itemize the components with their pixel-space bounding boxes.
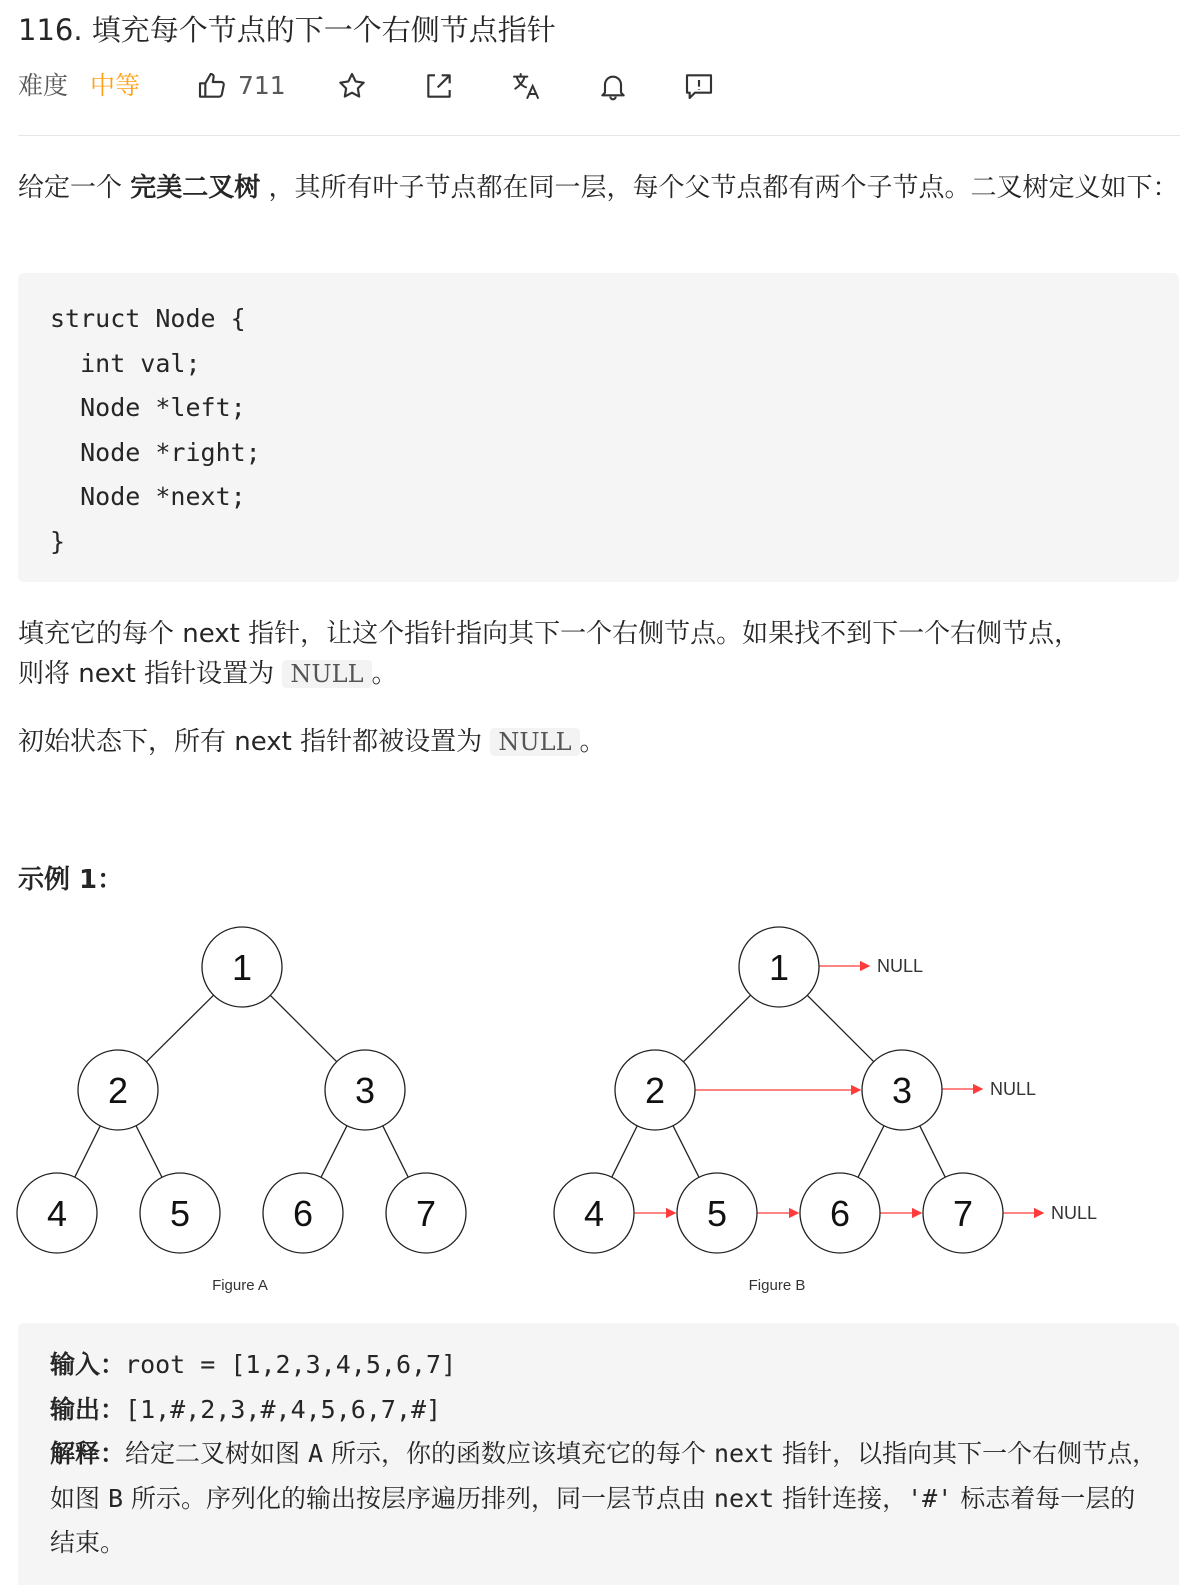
bell-icon[interactable]: [597, 70, 629, 102]
explain-next-2: next: [713, 1483, 775, 1513]
node-label: 3: [354, 1070, 376, 1111]
translate-icon[interactable]: [510, 70, 542, 102]
figure-a-edge: [146, 995, 213, 1062]
example-title: 示例 1：: [18, 865, 124, 895]
figure-a-edge: [383, 1126, 408, 1177]
node-label: 5: [706, 1193, 728, 1234]
node-label: 1: [768, 947, 790, 988]
null-label: NULL: [990, 1079, 1037, 1099]
null-inline-code-2: NULL: [490, 728, 579, 756]
node-label: 2: [644, 1070, 666, 1111]
figure-a-node-1: [202, 927, 282, 1007]
figure-b-node-3: [862, 1050, 942, 1130]
explain-label: 解释：: [50, 1439, 126, 1468]
difficulty-badge: 中等: [90, 71, 141, 100]
figure-b-node-4: [554, 1173, 634, 1253]
figure-a-node-6: [263, 1173, 343, 1253]
node-label: 5: [169, 1193, 191, 1234]
struct-code-lines: [50, 297, 261, 564]
output-label: 输出：: [50, 1394, 126, 1424]
null-inline-code: NULL: [282, 660, 371, 688]
struct-code-line: struct Node {: [50, 304, 246, 333]
node-label: 6: [829, 1193, 851, 1234]
p2-period: 。: [371, 659, 398, 689]
feedback-icon[interactable]: [683, 70, 715, 102]
figure-b-node-7: [923, 1173, 1003, 1253]
p1-text-end: ，其所有叶子节点都在同一层，每个父节点都有两个子节点。二叉树定义如下：: [260, 173, 1179, 203]
explain-text-2: 所示，你的函数应该填充它的每个: [323, 1439, 714, 1468]
explain-text-4: 所示。序列化的输出按层序遍历排列，同一层节点由: [123, 1483, 714, 1513]
figure-b-edge: [683, 995, 750, 1062]
figure-b-edge: [858, 1126, 884, 1178]
header-divider: [18, 135, 1180, 136]
struct-code-line: Node *left;: [50, 393, 246, 422]
node-label: 1: [231, 947, 253, 988]
struct-code-line: int val;: [50, 348, 201, 378]
figure-a-node-5: [140, 1173, 220, 1253]
explain-text-1: 给定二叉树如图: [125, 1439, 308, 1468]
description-paragraph-1: [18, 168, 1180, 208]
p3-text: 初始状态下，所有 next 指针都被设置为: [18, 727, 491, 757]
figure-a-caption: Figure A: [212, 1277, 268, 1294]
null-label: NULL: [1051, 1203, 1098, 1223]
struct-code-block: [18, 273, 1179, 582]
explain-next-1: next: [713, 1439, 775, 1468]
figure-a-edge: [270, 995, 336, 1061]
explanation: [50, 1432, 1160, 1566]
problem-meta-bar: [18, 64, 778, 108]
share-icon[interactable]: [423, 70, 455, 102]
figure-a-node-7: [386, 1173, 466, 1253]
explain-text-5: 指针连接，: [774, 1483, 908, 1513]
figure-b-edge: [673, 1126, 699, 1178]
figure-a-edge: [136, 1126, 162, 1178]
struct-code-line: Node *right;: [50, 437, 261, 467]
figure-b-caption: Figure B: [748, 1277, 806, 1294]
figure-b-node-2: [615, 1050, 695, 1130]
problem-title: 116. 填充每个节点的下一个右侧节点指针: [18, 13, 556, 47]
explain-figure-b: B: [107, 1483, 124, 1513]
p2-line-2: [18, 654, 1180, 694]
node-label: 4: [583, 1193, 605, 1234]
explain-text-6: 标志着每一层的结束。: [50, 1483, 1136, 1557]
node-label: 4: [46, 1193, 68, 1234]
output-value: [1,#,2,3,#,4,5,6,7,#]: [125, 1394, 442, 1424]
explain-text-3: 指针，以指向其下一个右侧节点，如图: [50, 1439, 1158, 1513]
node-label: 7: [415, 1193, 437, 1234]
thumbs-up-icon[interactable]: [196, 70, 228, 102]
input-label: 输入：: [50, 1350, 126, 1379]
description-paragraph-3: [18, 722, 1180, 762]
description-paragraph-2: [18, 614, 1180, 694]
figure-a-node-4: [17, 1173, 97, 1253]
p3-period: 。: [579, 727, 606, 757]
p1-text-start: 给定一个: [18, 173, 131, 203]
figure-b-node-5: [677, 1173, 757, 1253]
figure-b-edge: [807, 995, 873, 1061]
p1-bold-term: 完美二叉树: [130, 173, 261, 203]
example-output-block: [18, 1323, 1179, 1585]
output-line: [50, 1388, 1160, 1433]
input-line: [50, 1343, 1160, 1388]
input-value: root = [1,2,3,4,5,6,7]: [125, 1350, 457, 1379]
node-label: 7: [952, 1193, 974, 1234]
struct-code-line: }: [50, 526, 66, 556]
like-count: 711: [238, 71, 286, 100]
node-label: 6: [292, 1193, 314, 1234]
explain-hash: '#': [907, 1483, 953, 1513]
node-label: 2: [107, 1070, 129, 1111]
figure-a-edge: [75, 1126, 100, 1177]
star-icon[interactable]: [336, 70, 368, 102]
difficulty-label: 难度: [18, 71, 69, 100]
figure-b-edge: [920, 1126, 945, 1177]
p2-line-1: 填充它的每个 next 指针，让这个指针指向其下一个右侧节点。如果找不到下一个右侧节点，: [18, 619, 1081, 649]
null-label: NULL: [877, 956, 924, 976]
explain-figure-a: A: [307, 1439, 324, 1468]
figure-b-node-6: [800, 1173, 880, 1253]
p2-line-2-text: 则将 next 指针设置为: [18, 659, 283, 689]
figure-b-edge: [612, 1126, 637, 1177]
figure-a-node-3: [325, 1050, 405, 1130]
node-label: 3: [891, 1070, 913, 1111]
figure-a-edge: [321, 1126, 347, 1178]
tree-figure: [0, 910, 1202, 1310]
example-output-text: [50, 1343, 1160, 1566]
struct-code-line: Node *next;: [50, 482, 246, 511]
figure-a-node-2: [78, 1050, 158, 1130]
figure-b-node-1: [739, 927, 819, 1007]
